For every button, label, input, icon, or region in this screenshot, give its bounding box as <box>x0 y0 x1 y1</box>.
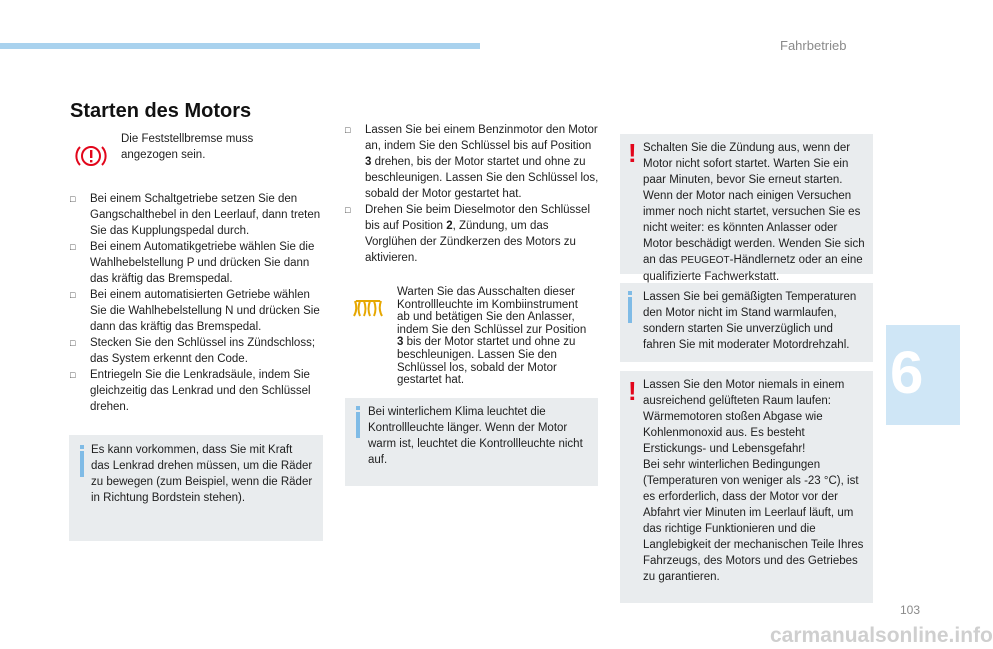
list-item: □ Stecken Sie den Schlüssel ins Zündschloss; das System erkennt den Code. <box>70 335 325 367</box>
info-icon <box>628 297 632 323</box>
parking-brake-warning-icon <box>75 142 107 170</box>
info-icon <box>356 412 360 438</box>
info-box-winter <box>345 398 598 486</box>
list-item: □ Bei einem automatisierten Getriebe wählen Sie die Wahlhebelstellung N und drücken Sie dann das kräftig das Bremspedal. <box>70 287 325 335</box>
list-item: □ Bei einem Schaltgetriebe setzen Sie den Gangschalthebel in den Leerlauf, dann treten Sie das Kupplungspedal durch. <box>70 191 325 239</box>
top-accent-bar <box>0 43 480 49</box>
warning-icon: ! <box>628 138 637 168</box>
info-icon <box>80 451 84 477</box>
start-steps-list <box>70 191 325 415</box>
glow-plug-note: Warten Sie das Ausschalten dieser Kontrollleuchte im Kombiinstrument ab und betätigen Sie den Anlasser, indem Sie den Schlüssel zur Position 3 bis der Motor startet und ohne zu beschleunigen. Lassen Sie den Schlüssel los, sobald der Motor gestartet hat. <box>397 286 587 387</box>
chapter-number: 6 <box>890 339 924 406</box>
parking-brake-note: Die Feststellbremse muss angezogen sein. <box>121 133 254 161</box>
warning-box-exhaust <box>620 371 873 603</box>
info-box-steering <box>69 435 323 541</box>
info-box-warmup <box>620 283 873 362</box>
warning-box-start-failure <box>620 134 873 283</box>
section-title: Fahrbetrieb <box>780 38 847 53</box>
list-item: □ Bei einem Automatikgetriebe wählen Sie die Wahlhebelstellung P und drücken Sie dann das kräftig das Bremspedal. <box>70 239 325 287</box>
list-item: □ Entriegeln Sie die Lenkradsäule, indem Sie gleichzeitig das Lenkrad und den Schlüssel drehen. <box>70 367 325 415</box>
list-item: □ Lassen Sie bei einem Benzinmotor den Motor an, indem Sie den Schlüssel bis auf Position 3 drehen, bis der Motor startet und ohne zu beschleunigen. Lassen Sie den Schlüssel los, sobald der Motor gestartet hat. <box>345 122 600 202</box>
glow-plug-icon <box>352 298 384 318</box>
info-text: Bei winterlichem Klima leuchtet die Kontrollleuchte länger. Wenn der Motor warm ist, leuchtet die Kontrollleuchte nicht auf. <box>368 406 583 466</box>
warning-text: Schalten Sie die Zündung aus, wenn der Motor nicht sofort startet. Warten Sie ein paar Minuten, bevor Sie erneut starten. Wenn der Motor nach einigen Versuchen immer noch nicht startet, versuchen Sie es nicht weiter: es könnten Anlasser oder Motor beschädigt werden. Wenden Sie sich an das PEUGEOT-Händlernetz oder an eine qualifizierte Fachwerkstatt. <box>643 142 865 283</box>
page-title: Starten des Motors <box>70 100 252 122</box>
page-number: 103 <box>900 603 921 617</box>
info-text: Es kann vorkommen, dass Sie mit Kraft das Lenkrad drehen müssen, um die Räder zu bewegen (zum Beispiel, wenn die Räder in Richtung Bordstein stehen). <box>91 444 313 504</box>
warning-text: Lassen Sie den Motor niemals in einem ausreichend gelüfteten Raum laufen: Wärmemotoren stoßen Abgase wie Kohlenmonoxid aus. Es besteht Erstickungs- und Lebensgefahr! Bei sehr winterlichen Bedingungen (Temperaturen von weniger als -23 °C), ist es erforderlich, dass der Motor vor der Abfahrt vier Minuten im Leerlauf läuft, um das richtige Funktionieren und die Langlebigkeit der mechanischen Teile Ihres Fahrzeugs, des Motors und des Getriebes zu garantieren. <box>643 379 864 583</box>
list-item: □ Drehen Sie beim Dieselmotor den Schlüssel bis auf Position 2, Zündung, um das Vorglühen der Zündkerzen des Motors zu aktivieren. <box>345 202 600 266</box>
watermark: carmanualsonline.info <box>770 624 993 647</box>
info-text: Lassen Sie bei gemäßigten Temperaturen den Motor nicht im Stand warmlaufen, sondern starten Sie unverzüglich und fahren Sie mit moderater Motordrehzahl. <box>643 291 857 351</box>
engine-start-steps <box>345 122 600 266</box>
warning-icon: ! <box>628 376 637 406</box>
